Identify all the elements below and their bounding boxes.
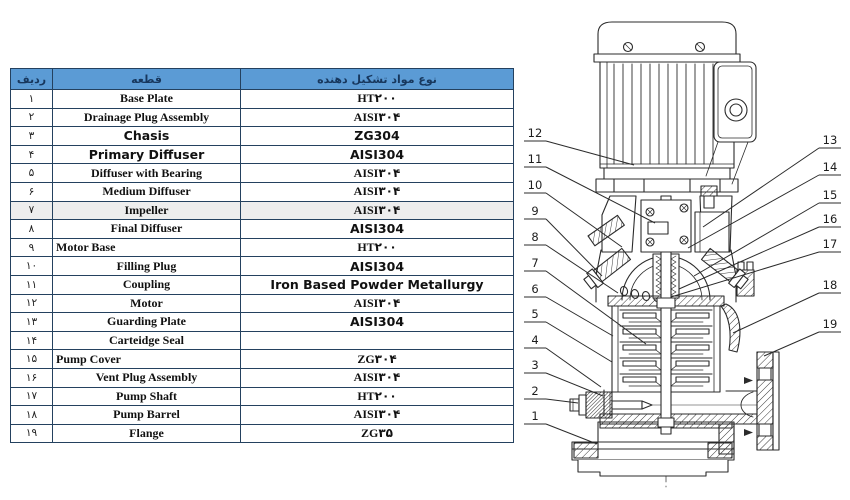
callout-number: 12: [527, 126, 543, 140]
material-cell: AISI۳۰۴: [241, 182, 514, 201]
callout-19: [764, 317, 841, 356]
material-cell: ZG۳۰۴: [241, 350, 514, 369]
table-row: [11, 164, 514, 183]
callout-number: 19: [822, 317, 838, 331]
material-cell: AISI۳۰۴: [241, 294, 514, 313]
material-cell: ZG۳۵: [241, 424, 514, 443]
table-row: [11, 182, 514, 201]
table-row: [11, 220, 514, 239]
material-cell: Iron Based Powder Metallurgy: [241, 275, 514, 294]
part-name-cell: Motor Base: [53, 238, 241, 257]
callout-leader-line: [546, 219, 602, 276]
part-name-cell: Final Diffuser: [53, 220, 241, 239]
parts-table-body: [11, 90, 514, 443]
callout-number: 5: [531, 307, 539, 321]
callout-leader-line: [546, 348, 601, 387]
material-cell: HT۲۰۰: [241, 90, 514, 109]
table-row: [11, 90, 514, 109]
callout-number: 6: [531, 282, 539, 296]
callout-number: 9: [531, 204, 539, 218]
col-header-part: قطعه: [53, 69, 241, 90]
part-name-cell: Pump Barrel: [53, 406, 241, 425]
material-cell: ZG304: [241, 127, 514, 146]
part-name-cell: Flange: [53, 424, 241, 443]
part-name-cell: Drainage Plug Assembly: [53, 108, 241, 127]
callout-leader-line: [546, 424, 597, 444]
callout-leader-line: [546, 297, 613, 336]
callout-number: 7: [531, 256, 539, 270]
callout-number: 4: [531, 333, 539, 347]
table-row: [11, 201, 514, 220]
row-number-cell: ۷: [11, 201, 53, 220]
callout-number: 16: [822, 212, 838, 226]
pump-diagram: [512, 0, 850, 500]
callout-leader-line: [546, 322, 612, 362]
material-cell: AISI304: [241, 145, 514, 164]
callout-number: 1: [531, 409, 539, 423]
material-cell: HT۲۰۰: [241, 238, 514, 257]
part-name-cell: Vent Plug Assembly: [53, 368, 241, 387]
callout-leader-line: [764, 332, 819, 356]
table-row: [11, 350, 514, 369]
col-header-material: نوع مواد تشکیل دهنده: [241, 69, 514, 90]
row-number-cell: ۱۹: [11, 424, 53, 443]
callout-leader-line: [546, 373, 603, 396]
part-name-cell: Coupling: [53, 275, 241, 294]
part-name-cell: Primary Diffuser: [53, 145, 241, 164]
table-row: [11, 406, 514, 425]
callout-number: 17: [822, 237, 838, 251]
row-number-cell: ۱۲: [11, 294, 53, 313]
part-name-cell: Base Plate: [53, 90, 241, 109]
part-name-cell: Diffuser with Bearing: [53, 164, 241, 183]
callout-number: 8: [531, 230, 539, 244]
table-row: [11, 257, 514, 276]
row-number-cell: ۳: [11, 127, 53, 146]
col-header-row-no: ردیف: [11, 69, 53, 90]
row-number-cell: ۸: [11, 220, 53, 239]
material-cell: AISI۳۰۴: [241, 164, 514, 183]
material-cell: AISI304: [241, 220, 514, 239]
table-row: [11, 145, 514, 164]
part-name-cell: Guarding Plate: [53, 313, 241, 332]
fan-cover: [594, 22, 740, 62]
base-plate: [572, 442, 734, 476]
row-number-cell: ۱۰: [11, 257, 53, 276]
part-name-cell: Filling Plug: [53, 257, 241, 276]
row-number-cell: ۱۴: [11, 331, 53, 350]
table-row: [11, 294, 514, 313]
callout-number: 14: [822, 160, 838, 174]
part-name-cell: Carteidge Seal: [53, 331, 241, 350]
part-name-cell: Pump Shaft: [53, 387, 241, 406]
callout-number: 10: [527, 178, 543, 192]
material-cell: AISI۳۰۴: [241, 368, 514, 387]
table-row: [11, 313, 514, 332]
table-row: [11, 127, 514, 146]
table-row: [11, 424, 514, 443]
table-row: [11, 331, 514, 350]
row-number-cell: ۱: [11, 90, 53, 109]
parts-table: [10, 68, 514, 443]
callout-number: 2: [531, 384, 539, 398]
row-number-cell: ۲: [11, 108, 53, 127]
table-row: [11, 368, 514, 387]
table-header-row: [11, 69, 514, 90]
material-cell: HT۲۰۰: [241, 387, 514, 406]
row-number-cell: ۶: [11, 182, 53, 201]
callout-number: 11: [527, 152, 543, 166]
part-name-cell: Chasis: [53, 127, 241, 146]
part-name-cell: Medium Diffuser: [53, 182, 241, 201]
material-cell: AISI۳۰۴: [241, 108, 514, 127]
material-cell: AISI۳۰۴: [241, 201, 514, 220]
callout-number: 3: [531, 358, 539, 372]
material-cell: AISI304: [241, 313, 514, 332]
part-name-cell: Motor: [53, 294, 241, 313]
material-cell: [241, 331, 514, 350]
row-number-cell: ۴: [11, 145, 53, 164]
callout-number: 15: [822, 188, 838, 202]
callout-number: 13: [822, 133, 838, 147]
row-number-cell: ۹: [11, 238, 53, 257]
callout-leader-line: [733, 293, 819, 333]
table-row: [11, 108, 514, 127]
row-number-cell: ۱۶: [11, 368, 53, 387]
row-number-cell: ۱۷: [11, 387, 53, 406]
row-number-cell: ۱۸: [11, 406, 53, 425]
part-name-cell: Pump Cover: [53, 350, 241, 369]
row-number-cell: ۵: [11, 164, 53, 183]
table-row: [11, 387, 514, 406]
table-row: [11, 238, 514, 257]
row-number-cell: ۱۵: [11, 350, 53, 369]
material-cell: AISI304: [241, 257, 514, 276]
part-name-cell: Impeller: [53, 201, 241, 220]
row-number-cell: ۱۳: [11, 313, 53, 332]
material-cell: AISI۳۰۴: [241, 406, 514, 425]
callout-number: 18: [822, 278, 838, 292]
row-number-cell: ۱۱: [11, 275, 53, 294]
table-row: [11, 275, 514, 294]
